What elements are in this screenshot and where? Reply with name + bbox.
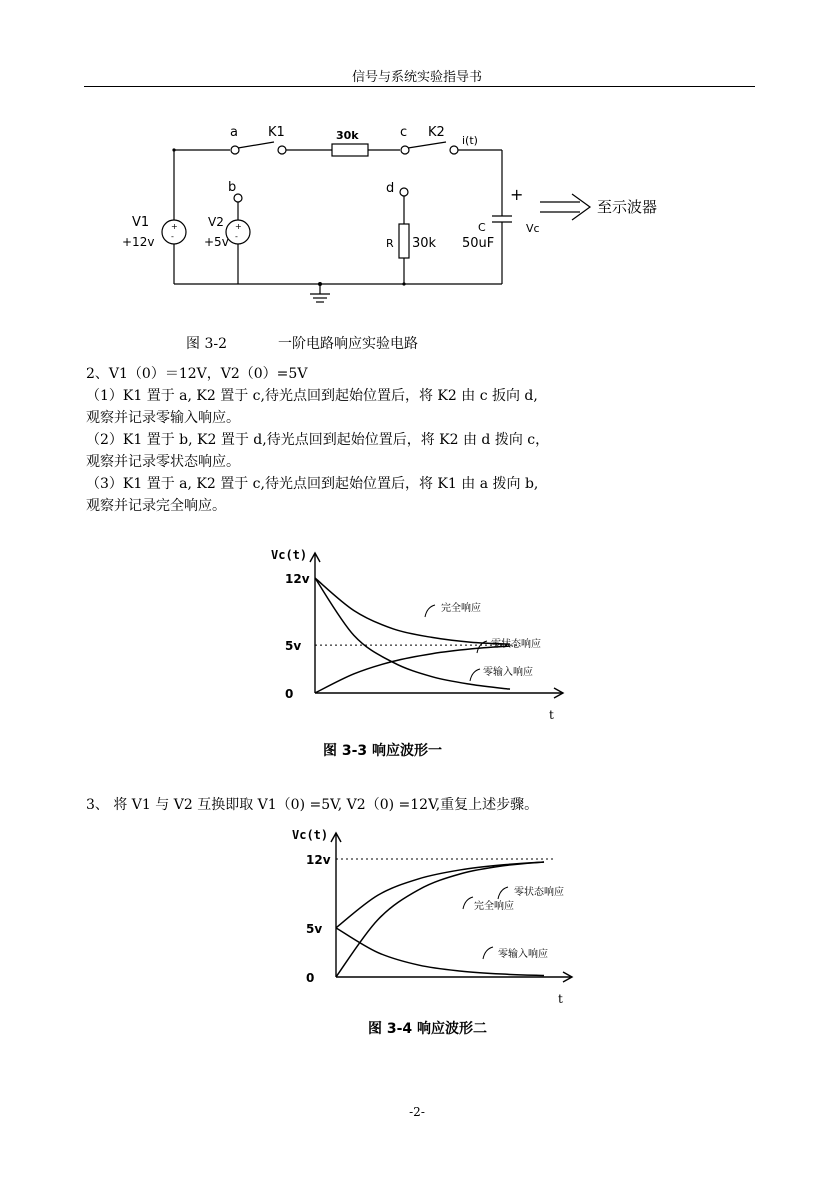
y-axis-label: Vc(t) [292, 828, 329, 842]
series-label-1: 零状态响应 [491, 639, 541, 650]
running-header: 信号与系统实验指导书 [351, 70, 482, 85]
y-tick-label: 5v [285, 639, 302, 654]
terminal-k2 [450, 146, 458, 154]
label-c: C [478, 221, 486, 234]
series-line-1 [336, 862, 544, 928]
label-c-node: c [400, 125, 408, 140]
series-label-0: 零状态响应 [514, 887, 564, 898]
figure-3-2-title: 一阶电路响应实验电路 [278, 336, 418, 352]
label-b: b [228, 180, 237, 195]
terminal-a [231, 146, 239, 154]
label-plus: + [510, 185, 524, 204]
terminal-c [401, 146, 409, 154]
series-label-2: 零输入响应 [498, 949, 548, 960]
junction-ground [318, 282, 322, 286]
x-axis-label: t [558, 992, 563, 1006]
series-resistor [332, 144, 368, 156]
chart-response-waveform-2 [288, 825, 588, 1043]
y-tick-label: 0 [285, 687, 294, 701]
terminal-b [234, 194, 242, 202]
series-leader-0 [498, 887, 508, 899]
step-swap: 3、 将 V1 与 V2 互换即取 V1（0) =5V, V2（0) =12V,重复上述步骤。 [86, 797, 539, 813]
label-current: i(t) [462, 134, 478, 147]
terminal-k1 [278, 146, 286, 154]
y-axis-label: Vc(t) [271, 548, 308, 562]
resistor-r [399, 224, 409, 258]
switch-k2-blade [408, 142, 446, 148]
series-leader-1 [463, 897, 473, 909]
series-leader-0 [425, 605, 435, 617]
v2-minus-sign: - [235, 232, 238, 241]
step3-line2: 观察并记录完全响应。 [86, 498, 226, 514]
chart-response-waveform-1 [265, 545, 575, 765]
step1-line2: 观察并记录零输入响应。 [86, 410, 240, 426]
label-k1: K1 [268, 125, 285, 140]
step3-line1: （3）K1 置于 a, K2 置于 c,待光点回到起始位置后，将 K1 由 a 拨向 b, [86, 476, 539, 492]
y-tick-label: 0 [306, 971, 315, 985]
page-number: -2- [409, 1105, 425, 1119]
label-a: a [230, 125, 238, 140]
switch-k1-blade [238, 142, 274, 148]
figure-3-2-number: 图 3-2 [186, 336, 227, 352]
series-label-2: 零输入响应 [483, 667, 533, 678]
header-rule [84, 86, 755, 87]
label-k2: K2 [428, 125, 445, 140]
y-tick-label: 5v [306, 921, 323, 936]
junction-top-left [172, 148, 175, 151]
step-intro: 2、V1（0）＝12V，V2（0）=5V [86, 366, 308, 382]
x-axis-label: t [549, 708, 554, 722]
step1-line1: （1）K1 置于 a, K2 置于 c,待光点回到起始位置后，将 K2 由 c 扳向 d, [86, 388, 538, 404]
v1-plus-sign: + [171, 222, 178, 231]
label-v1: V1 [132, 215, 150, 230]
label-d: d [386, 181, 395, 196]
terminal-d [400, 188, 408, 196]
label-v2: V2 [208, 215, 224, 229]
label-c-value: 50uF [462, 236, 495, 251]
label-v1-value: +12v [122, 235, 155, 249]
junction-r-bottom [402, 282, 405, 285]
series-label-0: 完全响应 [441, 603, 481, 614]
label-v2-value: +5v [204, 235, 229, 249]
label-series-resistor: 30k [336, 129, 359, 142]
y-tick-label: 12v [306, 853, 331, 867]
series-leader-2 [470, 669, 480, 681]
chart-caption: 图 3-3 响应波形一 [323, 743, 443, 759]
circuit-diagram [110, 112, 710, 327]
y-tick-label: 12v [285, 572, 310, 586]
v2-plus-sign: + [235, 222, 242, 231]
step2-line2: 观察并记录零状态响应。 [86, 454, 240, 470]
label-r: R [386, 237, 394, 250]
series-leader-2 [483, 947, 493, 959]
step2-line1: （2）K1 置于 b, K2 置于 d,待光点回到起始位置后，将 K2 由 d 拨向 c， [86, 432, 550, 448]
v1-minus-sign: - [171, 232, 174, 241]
chart-caption: 图 3-4 响应波形二 [368, 1021, 488, 1037]
label-vc: Vc [526, 222, 540, 235]
scope-arrow-head [572, 194, 590, 220]
series-label-1: 完全响应 [474, 901, 514, 912]
label-oscilloscope: 至示波器 [597, 198, 658, 216]
label-r-value: 30k [412, 236, 437, 251]
